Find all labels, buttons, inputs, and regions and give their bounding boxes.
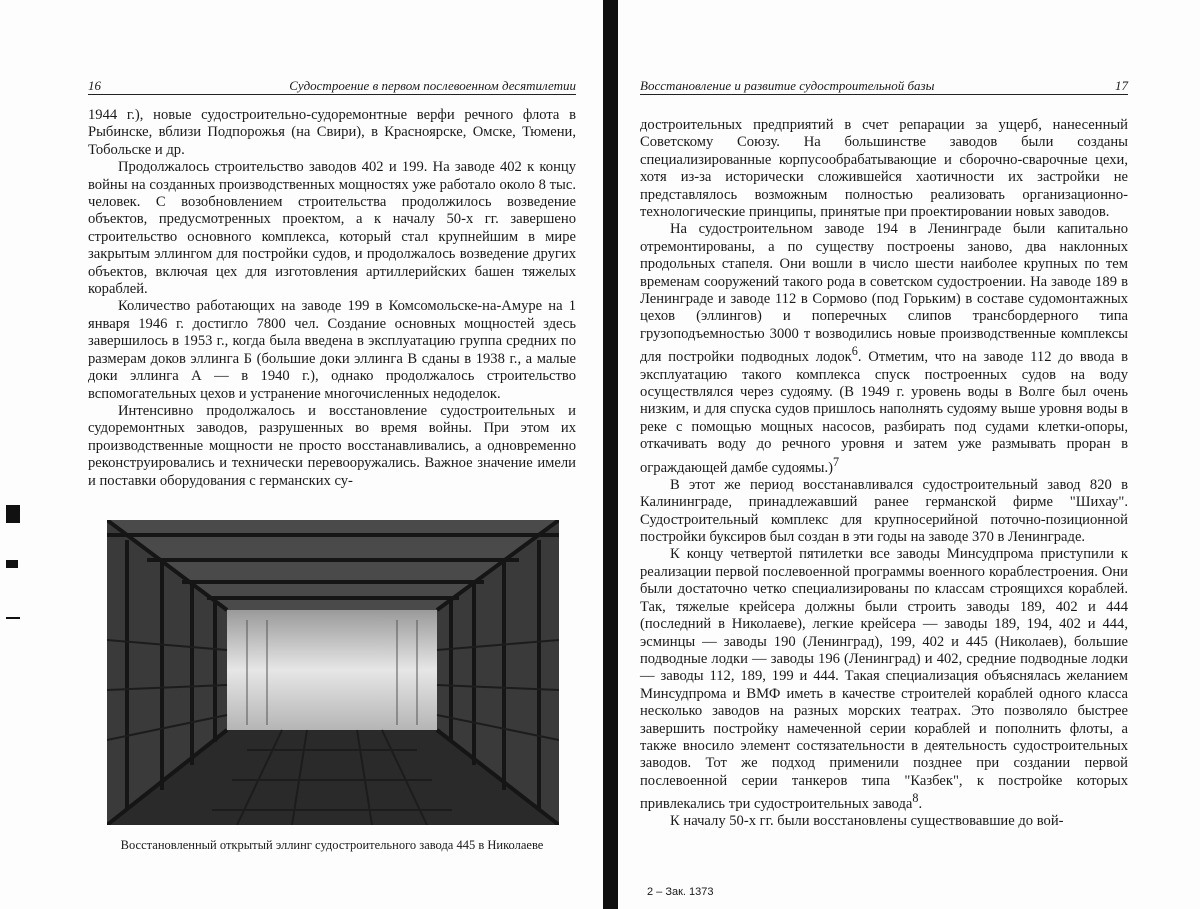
book-spine: [603, 0, 618, 909]
left-paragraph-2: Продолжалось строительство заводов 402 и 199. На заводе 402 к концу войны на созданных производственных мощностях уже работало около 8 тыс. человек. С возобновлением строительства продолжилось возведение объектов, предусмотренных проектом, а к началу 50-х гг. завершено строительство основного комплекса, который стал крупнейшим в мире закрытым эллингом для постройки судов, и продолжалось возведение других объектов, включая цех для изготовления артиллерийских башен тяжелых кораблей.: [88, 159, 576, 298]
printer-signature: 2 – Зак. 1373: [647, 886, 714, 898]
left-paragraph-1: 1944 г.), новые судостроительно-судоремонтные верфи речного флота в Рыбинске, вблизи Подпорожья (на Свири), в Красноярске, Омске, Тюмени, Тобольске и др.: [88, 107, 576, 158]
right-running-header: [640, 78, 1128, 95]
right-paragraph-2-text-cont: . Отметим, что на заводе 112 до ввода в эксплуатацию такого комплекса спуск построенных судов на воду осуществлялся через судояму. (В 1949 г. уровень воды в Волге был очень низким, и для спуска судов пришлось наполнять судояму выше уровня воды в реке с помощью мощных насосов, разбирать под судами клетки-опоры, откачивать воду до речного уровня и затем уже размывать проран в ограждающей дамбе судоямы.): [640, 349, 1128, 476]
left-paragraph-3: Количество работающих на заводе 199 в Комсомольске-на-Амуре на 1 января 1946 г. достигло 7800 чел. Создание основных мощностей здесь завершилось в 1953 г., когда была введена в эксплуатацию группа средних по размерам доков эллинга Б (большие доки эллинга В сданы в 1938 г., а малые доки эллинга А — в 1940 г.), однако продолжалось строительство вспомогательных цехов и устранение многочисленных недоделок.: [88, 298, 576, 402]
right-paragraph-4: [640, 546, 1128, 813]
scan-edge-mark: [6, 505, 20, 523]
left-running-title: Судостроение в первом послевоенном десятилетии: [289, 78, 576, 93]
left-running-header: [88, 78, 576, 95]
left-body-text: [88, 107, 576, 490]
right-paragraph-2: [640, 221, 1128, 476]
right-paragraph-1: достроительных предприятий в счет репарации за ущерб, нанесенный Советскому Союзу. На большинстве заводов были созданы специализированные корпусообрабатывающие и сборочно-сварочные цехи, хотя из-за исторически сложившейся хаотичности их застройки не представлялось возможным полностью реализовать организационно-технологические принципы, принятые при проектировании новых заводов.: [640, 117, 1128, 221]
scan-edge-mark: [6, 560, 18, 568]
photo-caption: Восстановленный открытый эллинг судостроительного завода 445 в Николаеве: [120, 838, 544, 852]
footnote-ref-6: 6: [851, 344, 858, 359]
scan-edge-mark: [6, 617, 20, 619]
right-paragraph-5: К началу 50-х гг. были восстановлены существовавшие до вой-: [670, 813, 1064, 830]
right-paragraph-4-text: К концу четвертой пятилетки все заводы Минсудпрома приступили к реализации первой послевоенной программы военного кораблестроения. Они были достаточно четко специализированы по классам строящихся кораблей. Так, тяжелые крейсера должны были строить заводы 189, 402 и 444 (последний в Николаеве), легкие крейсера — заводы 189, 194, 402 и 444, эсминцы — заводы 190 (Ленинград), 199, 402 и 445 (Николаев), большие подводные лодки — заводы 196 (Ленинград) и 402, средние подводные лодки — заводы 112, 189, 199 и 444. Такая специализация объяснялась желанием Минсудпрома и ВМФ иметь в качестве строителей кораблей одного класса несколько заводов на разных морских театрах. Это позволяло быстрее завершить постройку намеченной серии кораблей и пополнить флоты, а также вносило элемент состязательности в деятельность судостроительных заводов. Тот же подход применили позднее при создании первой послевоенной серии танкеров типа "Казбек", к постройке которых привлекались три судостроительных завода: [640, 546, 1128, 813]
footnote-ref-7: 7: [832, 454, 840, 469]
right-paragraph-4-end: .: [918, 796, 923, 813]
shipyard-slipway-photo: [107, 520, 559, 825]
slipway-photo-illustration: [107, 520, 559, 825]
right-running-title: Восстановление и развитие судостроительной базы: [640, 78, 935, 93]
right-paragraph-3: В этот же период восстанавливался судостроительный завод 820 в Калининграде, принадлежавший ранее германской фирме "Шихау". Судостроительный комплекс для крупносерийной поточно-позиционной постройки буксиров был создан в эти годы на заводе 370 в Ленинграде.: [640, 476, 1128, 546]
right-body-text: [640, 117, 1128, 831]
left-paragraph-4: Интенсивно продолжалось и восстановление судостроительных и судоремонтных заводов, разрушенных во время войны. При этом их производственные мощности не просто восстанавливались, а одновременно реконструировались и технически перевооружались. Важное значение имели и поставки оборудования с германских су-: [88, 402, 576, 489]
left-page-number: 16: [88, 78, 101, 93]
footnote-ref-8: 8: [912, 791, 919, 806]
right-paragraph-2-text: На судостроительном заводе 194 в Ленинграде были капитально отремонтированы, а по существу построены заново, два наклонных продольных стапеля. Они вошли в число шести наиболее крупных по тем временам сооружений такого рода в советском судостроении. На заводе 189 в Ленинграде и заводе 112 в Сормово (под Горьким) в составе судомонтажных цехов (эллингов) и поперечных слипов трансбордерного типа грузоподъемностью 3000 т возводились новые производственные комплексы для постройки подводных лодок: [640, 221, 1128, 366]
right-page-number: 17: [1115, 78, 1128, 93]
